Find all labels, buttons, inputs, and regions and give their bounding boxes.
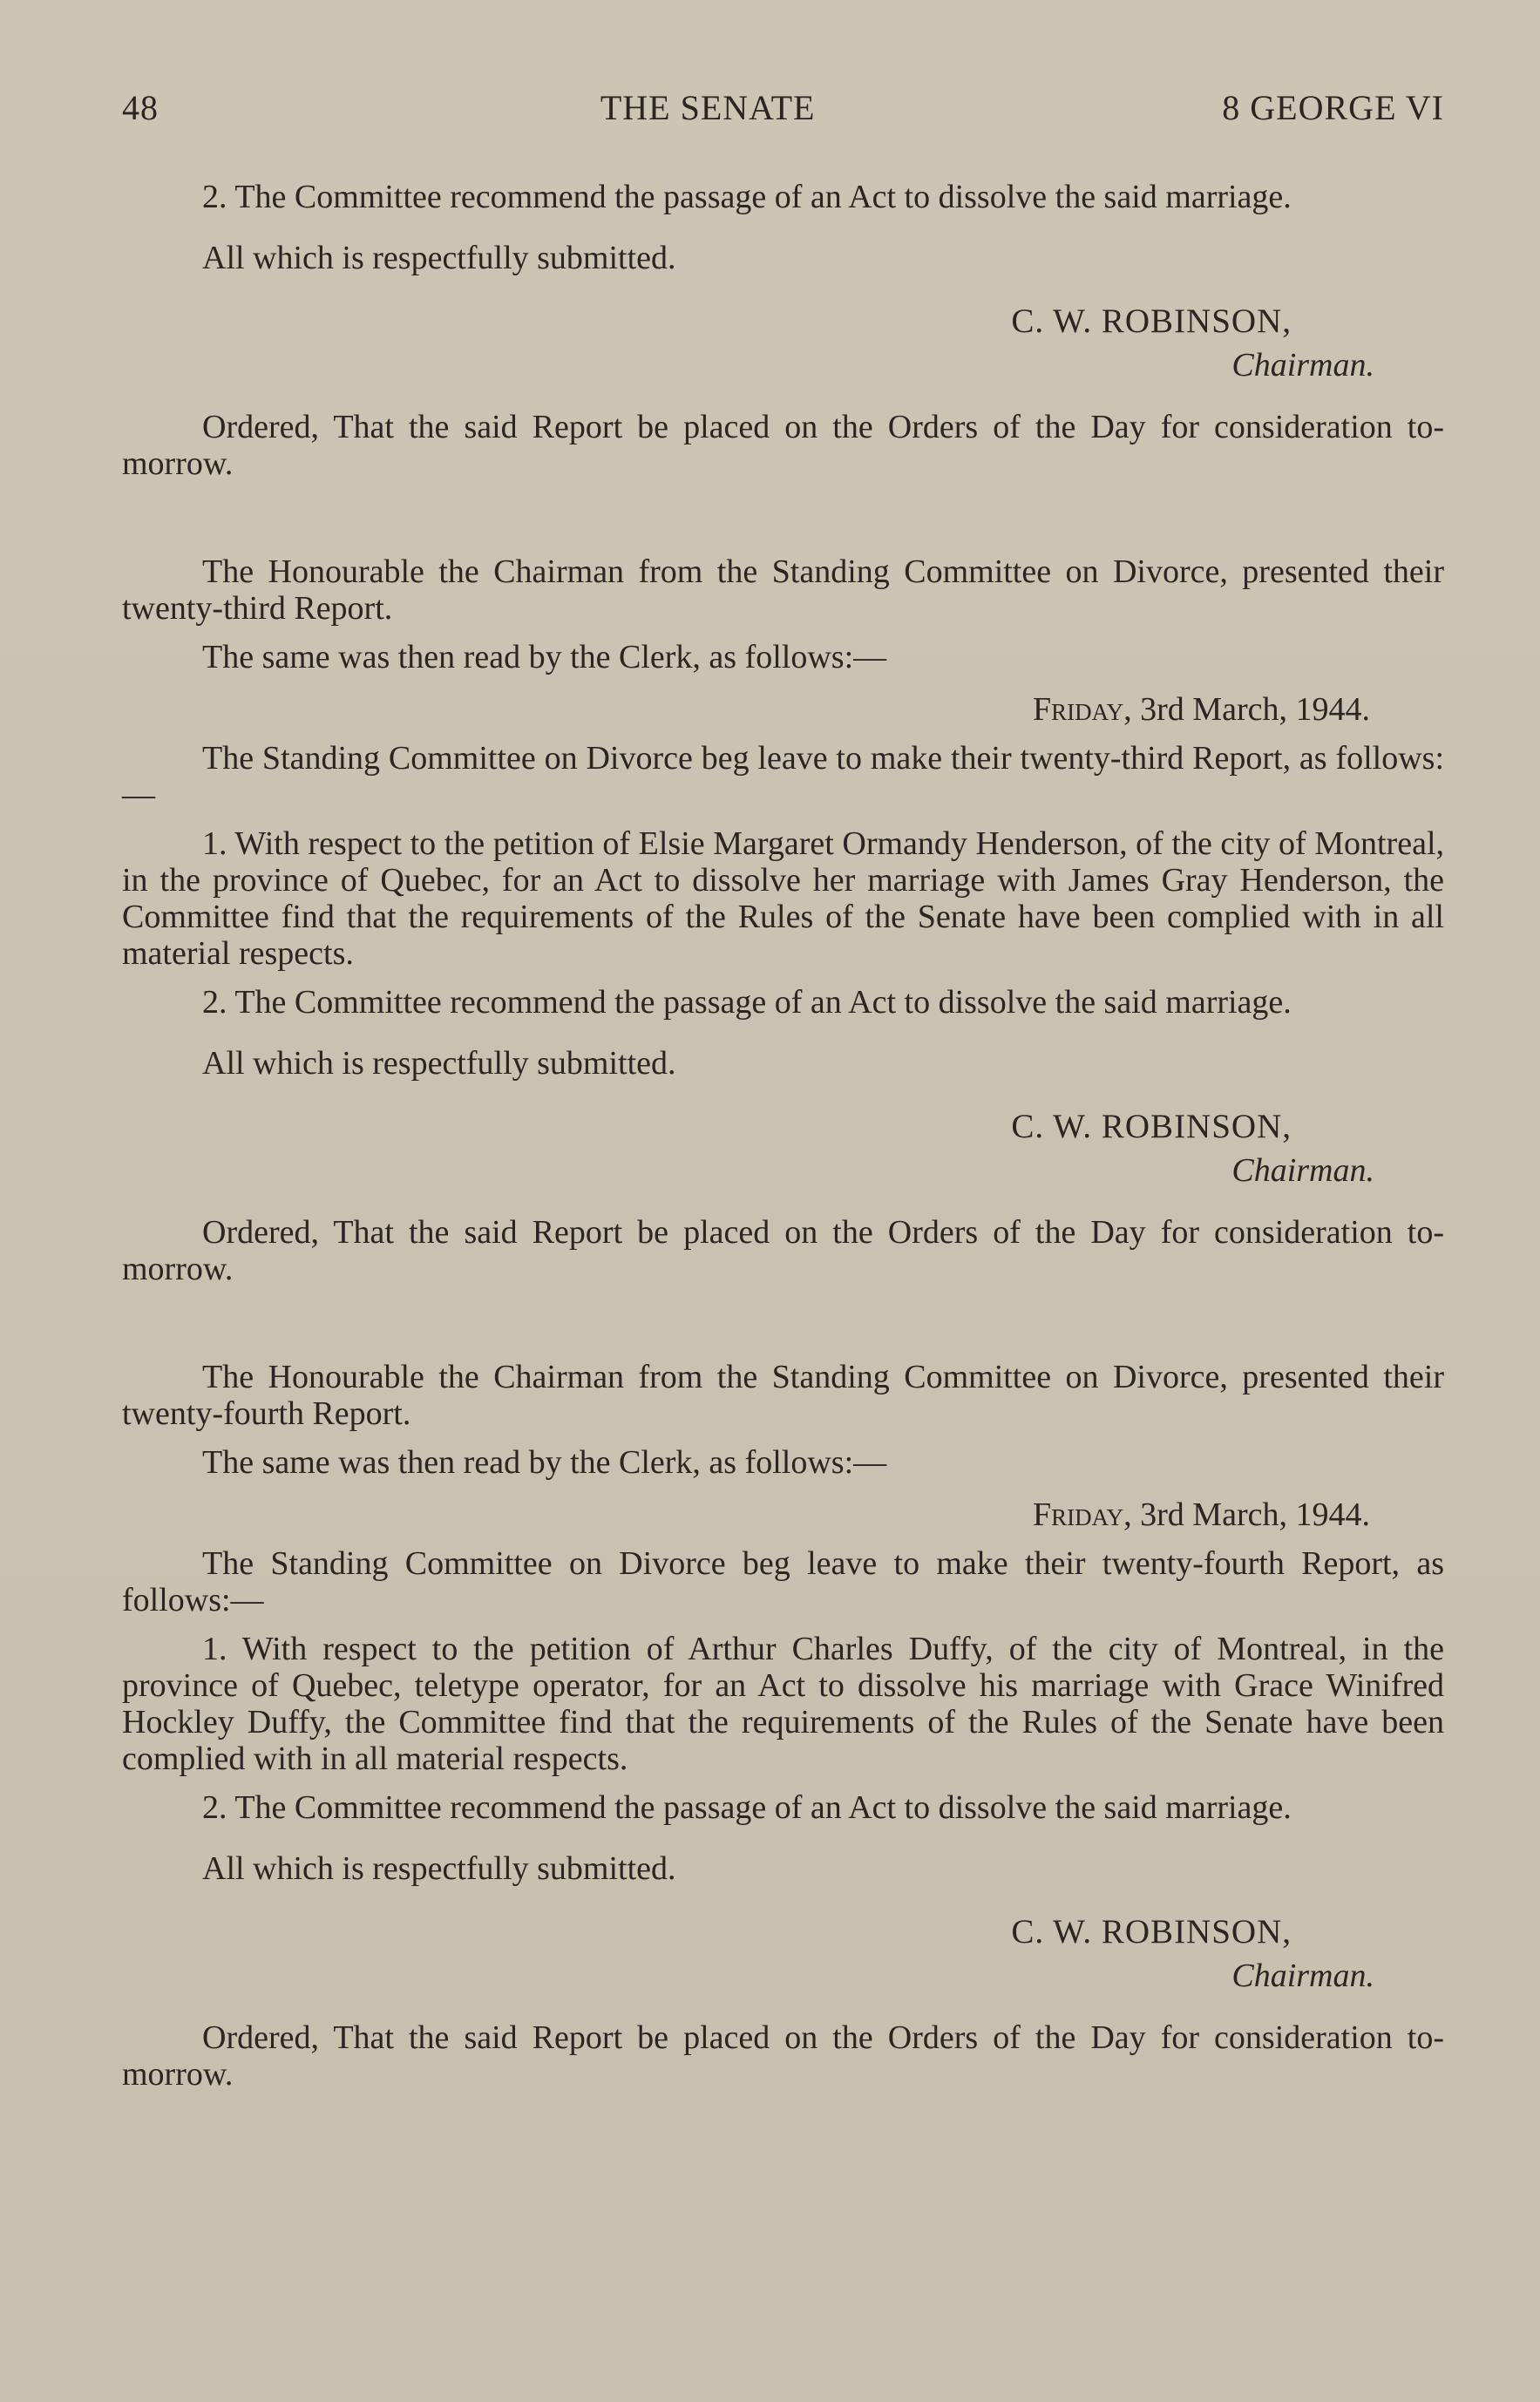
report-twenty-fourth [122, 1359, 1444, 2093]
report-twenty-third [122, 553, 1444, 1287]
signer-role: Chairman. [1231, 1958, 1374, 1994]
running-header [122, 87, 1444, 128]
petition-paragraph: 1. With respect to the petition of Elsie Margaret Ormandy Henderson, of the city of Montreal, in the province of Quebec, for an Act to dissolve her marriage with James Gray Henderson, the Committee find that the requirements of the Rules of the Senate have been complied with in all material respects. [122, 825, 1444, 972]
signer-name: C. W. ROBINSON, [1011, 302, 1292, 340]
report-intro: The Honourable the Chairman from the Standing Committee on Divorce, presented their twenty-third Report. [122, 553, 1444, 627]
signer-name: C. W. ROBINSON, [1011, 1913, 1292, 1951]
regnal-year: 8 GEORGE VI [1222, 88, 1444, 127]
read-line: The same was then read by the Clerk, as follows:— [202, 1444, 887, 1481]
report-dateline [122, 691, 1444, 728]
recommendation-paragraph: 2. The Committee recommend the passage of an Act to dissolve the said marriage. [202, 1789, 1292, 1826]
submitted-line: All which is respectfully submitted. [202, 1045, 676, 1082]
report-date: , 3rd March, 1944. [1123, 1496, 1370, 1533]
report-intro: The Honourable the Chairman from the Standing Committee on Divorce, presented their twenty-fourth Report. [122, 1359, 1444, 1432]
report-day: Friday [1033, 1496, 1124, 1533]
signer-role: Chairman. [1231, 1152, 1374, 1189]
recommendation-paragraph: 2. The Committee recommend the passage of an Act to dissolve the said marriage. [202, 984, 1292, 1021]
report-lead: The Standing Committee on Divorce beg leave to make their twenty-fourth Report, as follows:— [122, 1545, 1444, 1618]
ordered-paragraph: Ordered, That the said Report be placed on the Orders of the Day for consideration to-morrow. [122, 409, 1444, 482]
report-continuation [122, 179, 1444, 482]
ordered-paragraph: Ordered, That the said Report be placed on the Orders of the Day for consideration to-morrow. [122, 2019, 1444, 2093]
running-title: THE SENATE [600, 88, 816, 127]
page-number: 48 [122, 88, 159, 127]
submitted-line: All which is respectfully submitted. [202, 240, 676, 276]
report-date: , 3rd March, 1944. [1123, 691, 1370, 728]
recommendation-paragraph: 2. The Committee recommend the passage of an Act to dissolve the said marriage. [202, 179, 1292, 215]
read-line: The same was then read by the Clerk, as follows:— [202, 639, 887, 675]
report-day: Friday [1033, 691, 1124, 728]
petition-paragraph: 1. With respect to the petition of Arthur Charles Duffy, of the city of Montreal, in the province of Quebec, teletype operator, for an Act to dissolve his marriage with Grace Winifred Hockley Duffy, the Committee find that the requirements of the Rules of the Senate have been complied with in all material respects. [122, 1631, 1444, 1777]
signer-name: C. W. ROBINSON, [1011, 1108, 1292, 1145]
submitted-line: All which is respectfully submitted. [202, 1850, 676, 1887]
report-lead: The Standing Committee on Divorce beg leave to make their twenty-third Report, as follows:— [122, 740, 1444, 813]
report-dateline [122, 1496, 1444, 1533]
signer-role: Chairman. [1231, 347, 1374, 383]
ordered-paragraph: Ordered, That the said Report be placed on the Orders of the Day for consideration to-morrow. [122, 1214, 1444, 1287]
